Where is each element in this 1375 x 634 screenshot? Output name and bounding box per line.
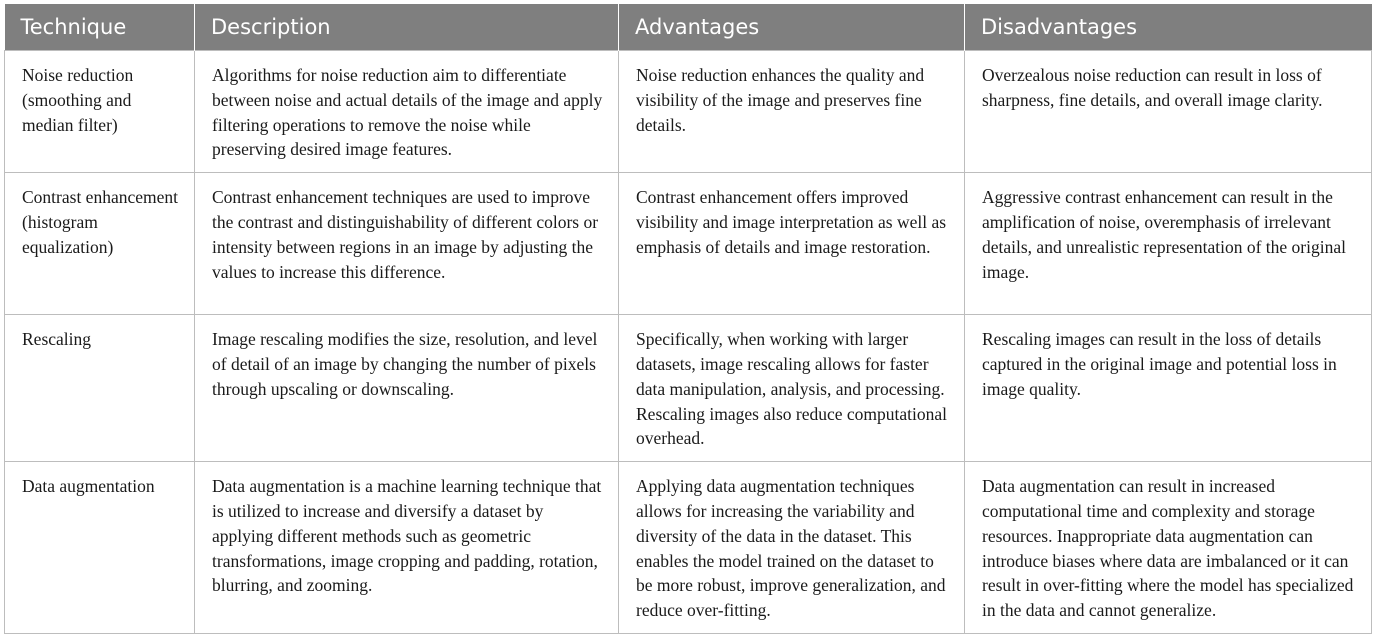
cell-description: Contrast enhancement techniques are used to improve the contrast and distinguishability of different colors or intensity between regions in an image by adjusting the values to increase this difference. [195,173,619,315]
column-header-technique: Technique [5,4,195,51]
cell-technique: Contrast enhancement (histogram equalization) [5,173,195,315]
cell-technique: Noise reduction (smoothing and median filter) [5,51,195,173]
techniques-table [4,4,1372,634]
cell-technique: Data augmentation [5,462,195,634]
table-row [5,173,1372,315]
cell-description: Data augmentation is a machine learning technique that is utilized to increase and diversify a dataset by applying different methods such as geometric transformations, image cropping and padding, rotation, blurring, and zooming. [195,462,619,634]
header-row [5,4,1372,51]
cell-disadvantages: Aggressive contrast enhancement can result in the amplification of noise, overemphasis of irrelevant details, and unrealistic representation of the original image. [965,173,1372,315]
table-body [5,51,1372,634]
table-row [5,51,1372,173]
cell-advantages: Noise reduction enhances the quality and visibility of the image and preserves fine details. [619,51,965,173]
cell-disadvantages: Data augmentation can result in increased computational time and complexity and storage resources. Inappropriate data augmentation can introduce biases where data are imbalanced or it can result in over-fitting where the model has specialized in the data and cannot generalize. [965,462,1372,634]
table-row [5,315,1372,462]
cell-advantages: Applying data augmentation techniques allows for increasing the variability and diversity of the data in the dataset. This enables the model trained on the dataset to be more robust, improve generalization, and reduce over-fitting. [619,462,965,634]
table-row [5,462,1372,634]
cell-description: Algorithms for noise reduction aim to differentiate between noise and actual details of the image and apply filtering operations to remove the noise while preserving desired image features. [195,51,619,173]
column-header-disadvantages: Disadvantages [965,4,1372,51]
cell-advantages: Contrast enhancement offers improved visibility and image interpretation as well as emphasis of details and image restoration. [619,173,965,315]
cell-description: Image rescaling modifies the size, resolution, and level of detail of an image by changing the number of pixels through upscaling or downscaling. [195,315,619,462]
table-header [5,4,1372,51]
cell-disadvantages: Rescaling images can result in the loss of details captured in the original image and potential loss in image quality. [965,315,1372,462]
cell-disadvantages: Overzealous noise reduction can result in loss of sharpness, fine details, and overall image clarity. [965,51,1372,173]
column-header-description: Description [195,4,619,51]
cell-technique: Rescaling [5,315,195,462]
column-header-advantages: Advantages [619,4,965,51]
cell-advantages: Specifically, when working with larger datasets, image rescaling allows for faster data manipulation, analysis, and processing. Rescaling images also reduce computational overhead. [619,315,965,462]
